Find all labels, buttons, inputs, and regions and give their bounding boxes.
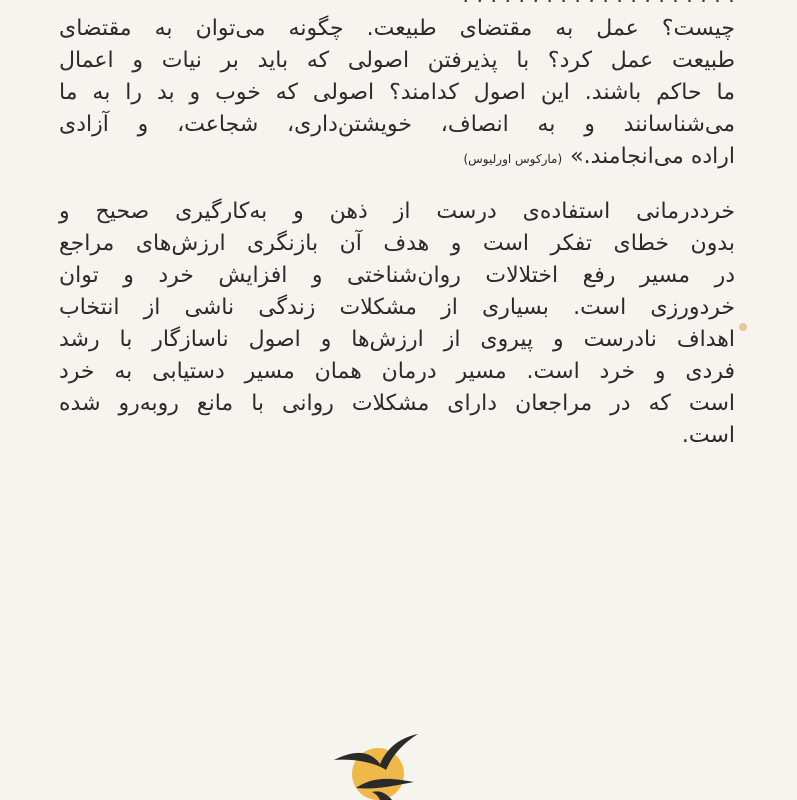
paper-speck xyxy=(739,323,747,331)
paragraph-line-3: در مسیر رفع اختلالات روان‌شناختی و افزایش خرد و توان xyxy=(59,263,735,288)
quote-line-2: طبیعت عمل کرد؟ با پذیرفتن اصولی که باید بر نیات و اعمال xyxy=(59,48,735,73)
paragraph-line-4: خردورزی است. بسیاری از مشکلات زندگی ناشی از انتخاب xyxy=(59,295,735,320)
paragraph-line-8: است. xyxy=(681,423,735,448)
quote-line-1: چیست؟ عمل به مقتضای طبیعت. چگونه می‌توان به مقتضای xyxy=(59,16,735,41)
quote-line-4: می‌شناسانند و به انصاف، خویشتن‌داری، شجاعت، و آزادی xyxy=(59,112,735,137)
quote-line-5 xyxy=(59,143,735,173)
quote-citation: (مارکوس اورلیوس) xyxy=(463,152,563,166)
paragraph-line-5: اهداف نادرست و پیروی از ارزش‌ها و اصول ناسازگار با رشد xyxy=(59,327,735,352)
paragraph-line-1: خرددرمانی استفاده‌ی درست از ذهن و به‌کارگیری صحیح و xyxy=(59,199,735,224)
paragraph-line-2: بدون خطای تفکر است و هدف آن بازنگری ارزش‌های مراجع xyxy=(59,231,735,256)
paragraph-line-7: است که در مراجعان دارای مشکلات روانی با مانع روبه‌رو شده xyxy=(59,391,735,416)
quote-closing: اراده می‌انجامند.» xyxy=(570,144,735,169)
bird-over-sun-logo-icon xyxy=(326,730,426,800)
paragraph-line-6: فردی و خرد است. مسیر درمان همان مسیر دستیابی به خرد xyxy=(59,359,735,384)
quote-cropped-line xyxy=(59,0,735,10)
quote-line-3: ما حاکم باشند. این اصول کدامند؟ اصولی که خوب و بد را به ما xyxy=(59,80,735,105)
